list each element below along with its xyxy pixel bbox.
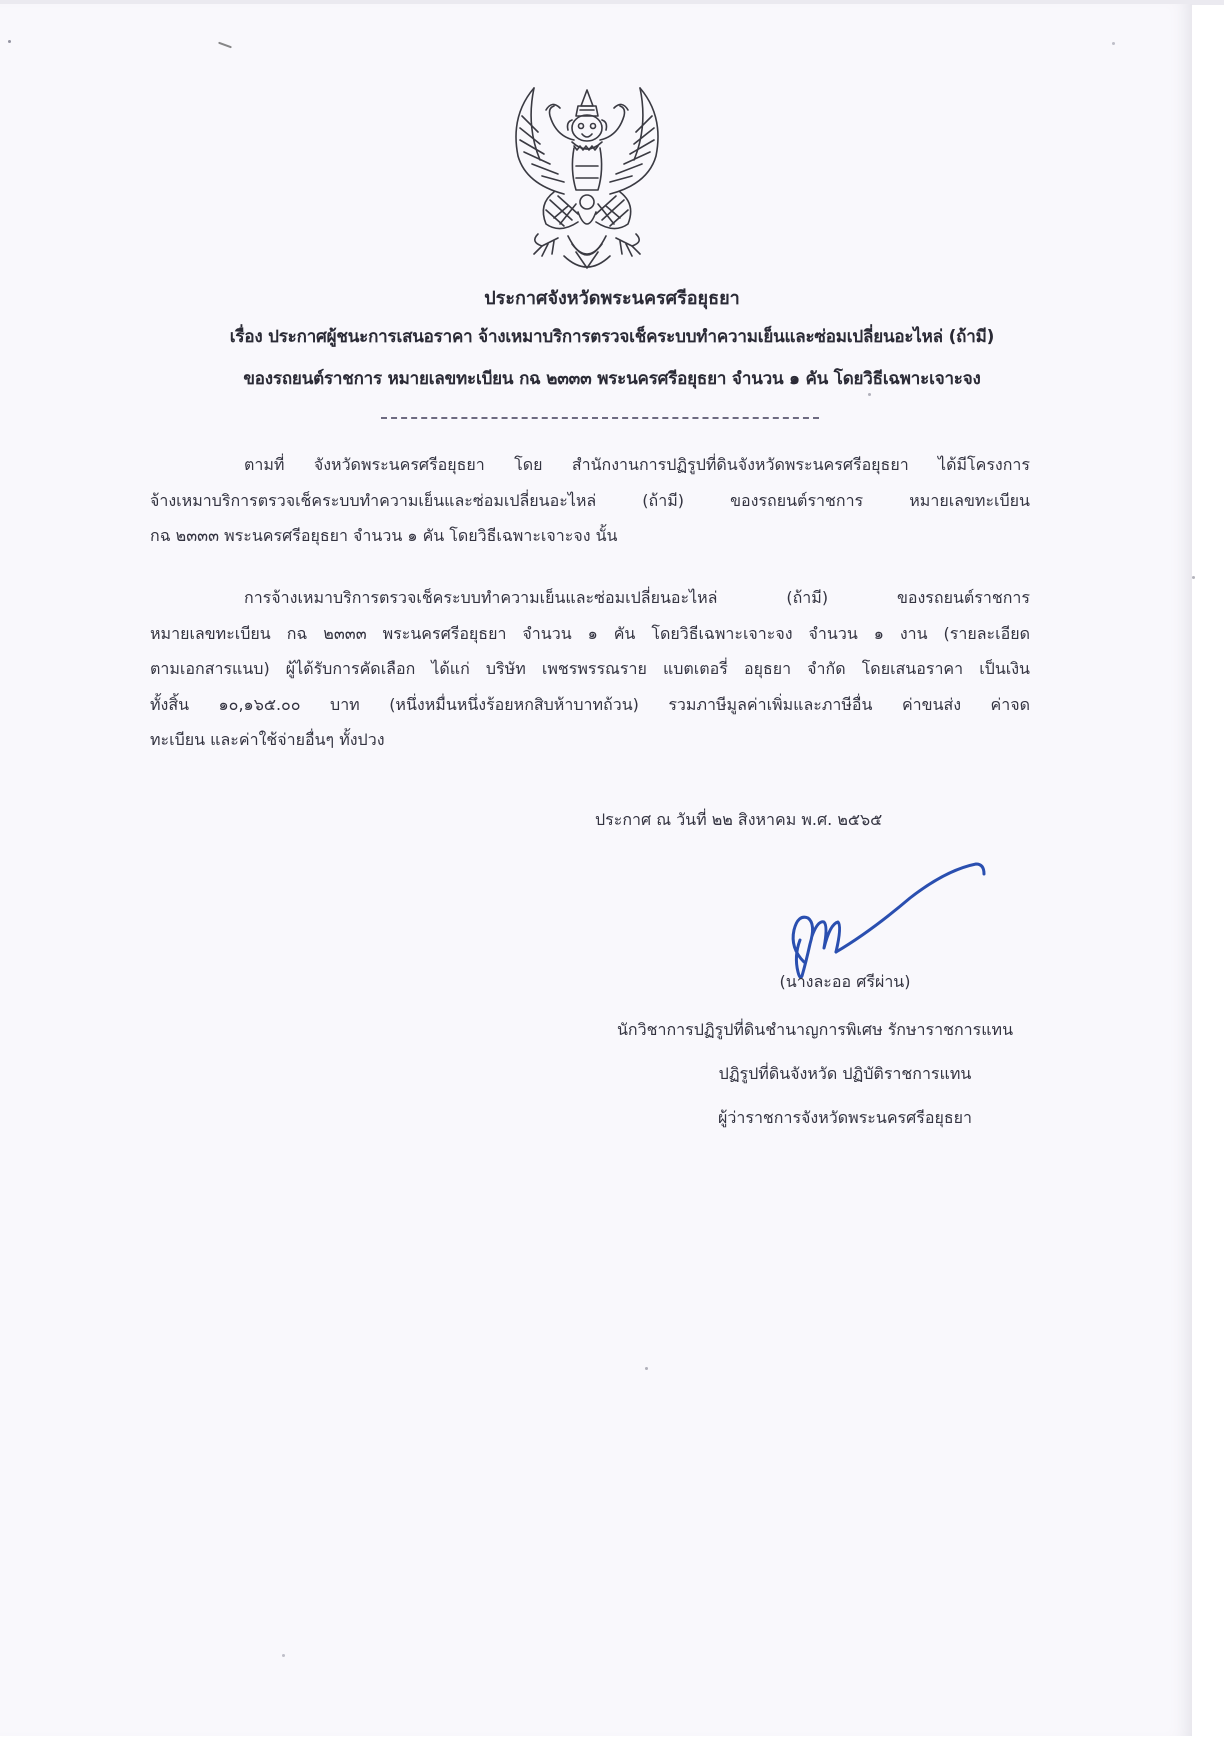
paragraph-line: ตามเอกสารแนบ) ผู้ได้รับการคัดเลือก ได้แก่ บริษัท เพชรพรรณราย แบตเตอรี่ อยุธยา จำกัด โดยเสนอราคา เป็นเงิน [150,659,1030,678]
paragraph-line: ตามที่ จังหวัดพระนครศรีอยุธยา โดย สำนักงานการปฏิรูปที่ดินจังหวัดพระนครศรีอยุธยา ได้มีโครงการ [244,455,1030,474]
paragraph-line: ทั้งสิ้น ๑๐,๑๖๕.๐๐ บาท (หนึ่งหมื่นหนึ่งร้อยหกสิบห้าบาทถ้วน) รวมภาษีมูลค่าเพิ่มและภาษีอื่น ค่าขนส่ง ค่าจด [150,694,1030,714]
scan-speck [1192,576,1195,579]
announcement-date: ประกาศ ณ วันที่ ๒๒ สิงหาคม พ.ศ. ๒๕๖๕ [595,810,883,829]
scan-speck [645,1367,648,1370]
paragraph-line: การจ้างเหมาบริการตรวจเช็คระบบทำความเย็นและซ่อมเปลี่ยนอะไหล่ (ถ้ามี) ของรถยนต์ราชการ [244,588,1030,607]
subject-line-2: ของรถยนต์ราชการ หมายเลขทะเบียน กฉ ๒๓๓๓ พระนครศรีอยุธยา จำนวน ๑ คัน โดยวิธีเฉพาะเจาะจง [243,369,981,389]
scan-speck [282,1654,285,1657]
paragraph-line: จ้างเหมาบริการตรวจเช็คระบบทำความเย็นและซ่อมเปลี่ยนอะไหล่ (ถ้ามี) ของรถยนต์ราชการ หมายเลขทะเบียน [150,490,1030,510]
divider-dashed [381,417,819,419]
scan-speck [8,40,11,43]
paragraph-line: กฉ ๒๓๓๓ พระนครศรีอยุธยา จำนวน ๑ คัน โดยวิธีเฉพาะเจาะจง นั้น [150,526,618,545]
signer-position-line-2: ปฏิรูปที่ดินจังหวัด ปฏิบัติราชการแทน [718,1064,972,1083]
paragraph-line: หมายเลขทะเบียน กฉ ๒๓๓๓ พระนครศรีอยุธยา จำนวน ๑ คัน โดยวิธีเฉพาะเจาะจง จำนวน ๑ งาน (รายละเอียด [150,623,1030,643]
scan-speck [868,393,871,396]
scan-speck [218,42,232,49]
signer-position-line-1: นักวิชาการปฏิรูปที่ดินชำนาญการพิเศษ รักษาราชการแทน [616,1020,1014,1039]
garuda-emblem-icon [498,86,676,274]
signer-position-line-3: ผู้ว่าราชการจังหวัดพระนครศรีอยุธยา [718,1108,972,1127]
document-title: ประกาศจังหวัดพระนครศรีอยุธยา [484,288,740,309]
signer-name: (นางละออ ศรีผ่าน) [779,972,911,991]
paragraph-2 [150,580,1030,758]
paragraph-1 [150,447,1030,554]
paragraph-line: ทะเบียน และค่าใช้จ่ายอื่นๆ ทั้งปวง [150,730,385,749]
signature-icon [780,852,990,982]
subject-line-1: เรื่อง ประกาศผู้ชนะการเสนอราคา จ้างเหมาบริการตรวจเช็คระบบทำความเย็นและซ่อมเปลี่ยนอะไหล่ (ถ้ามี) [229,327,995,347]
scan-speck [1112,42,1115,45]
